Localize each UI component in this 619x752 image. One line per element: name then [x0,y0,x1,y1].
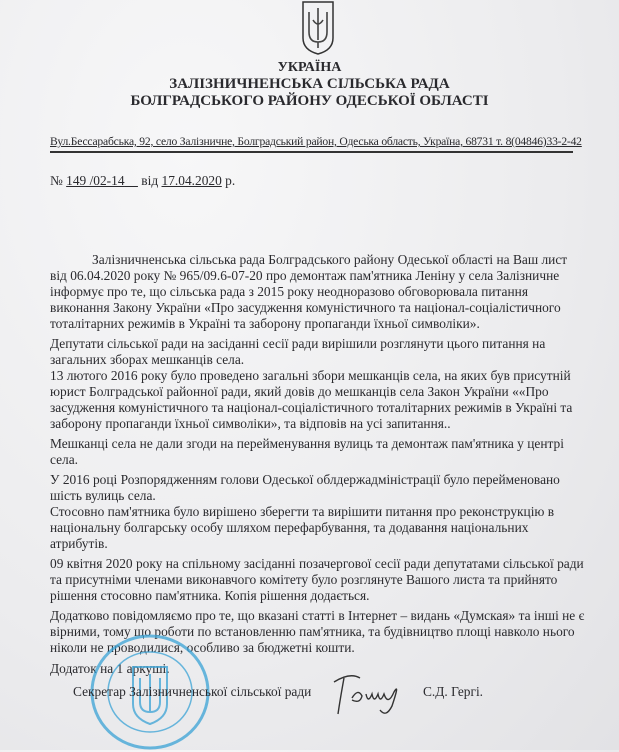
header-divider [50,151,573,153]
body-text-line: Додатково повідомляємо про те, що вказані статті в Інтернет – видань «Думская» та інші не є [50,608,585,623]
body-text-line: села. [50,452,79,467]
body-text-line: засудження комуністичного та націонал-соціалістичного тоталітарних режимів в Україні та [50,400,573,415]
body-text-line: шість вулиць села. [50,488,156,503]
body-text-line: 13 лютого 2016 року було проведено загальні збори мешканців села, на яких був присутній [50,368,571,383]
handwritten-signature [330,670,405,720]
body-text-line: юрист Болградської районної ради, який довів до мешканців села Закон України ««Про [50,384,549,399]
body-text-line: заборону пропаганди їхньої символіки», та відповів на усі запитання.. [50,416,451,431]
letter-number: 149 /02-14 [66,173,125,188]
body-text-line: тоталітарних режимів в Україні та заборону пропаганди їхньої символіки». [50,316,480,331]
coat-of-arms-icon [300,0,336,55]
address-line: Вул.Бессарабська, 92, село Залізничне, Болградський район, Одеська область, Україна, 68731 т. 8(04846)33-2-42 [50,135,582,148]
signatory-title: Секретар Залізничненської сільської ради [73,684,312,699]
org-name: ЗАЛІЗНИЧНЕНСЬКА СІЛЬСЬКА РАДА [169,76,450,92]
body-text-line: атрибутів. [50,536,108,551]
body-text-line: вірними, тому що роботи по встановленню пам'ятника, та будівництво площі навколо нього [50,624,575,639]
year-suffix: р. [225,173,236,188]
body-text-line: та присутніми членами виконавчого комітету було розглянуте Вашого листа та прийнято [50,572,558,587]
reference-line [50,173,235,189]
body-text-line: У 2016 році Розпорядженням голови Одеської облдержадміністрації було перейменовано [50,472,560,487]
country-heading: УКРАЇНА [277,60,342,75]
letter-date: 17.04.2020 [161,173,222,188]
body-text-line: рішення стосовно пам'ятника. Копія рішення додається. [50,588,370,603]
body-text-line: загальних зборах мешканців села. [50,352,245,367]
body-text-line: Додаток на 1 аркуші. [50,661,170,676]
body-text-line: Мешканці села не дали згоди на перейменування вулиць та демонтаж пам'ятника у центрі [50,436,564,451]
body-text-line: 09 квітня 2020 року на спільному засіданні позачергової сесії ради депутатами сільської ради [50,556,584,571]
org-district: БОЛГРАДСЬКОГО РАЙОНУ ОДЕСЬКОЇ ОБЛАСТІ [130,93,489,109]
body-text-line: від 06.04.2020 року № 965/09.6-07-20 про демонтаж пам'ятника Леніну у села Залізничне [50,268,560,283]
body-text-line: національну болгарську особу шляхом перефарбування, та додавання національних [50,520,529,535]
body-text-line: Стосовно пам'ятника було вирішено зберегти та вирішити питання про реконструкцію в [50,504,555,519]
signatory-name: С.Д. Гергі. [423,684,484,699]
body-text-line: Депутати сільської ради на засіданні сесії ради вирішили розглянути цього питання на [50,336,546,351]
from-label: від [141,173,159,188]
body-text-line: Залізничненська сільська рада Болградського району Одеської області на Ваш лист [92,252,568,267]
body-text-line: інформує про те, що сільська рада з 2015 року неодноразово обговорювала питання [50,284,528,299]
body-text-line: виконання Закону України «Про засудження комуністичного та націонал-соціалістичного [50,300,561,315]
body-text-line: ніколи не проводилися, особливо за бюджетні кошти. [50,640,355,655]
number-sign: № [50,173,63,188]
